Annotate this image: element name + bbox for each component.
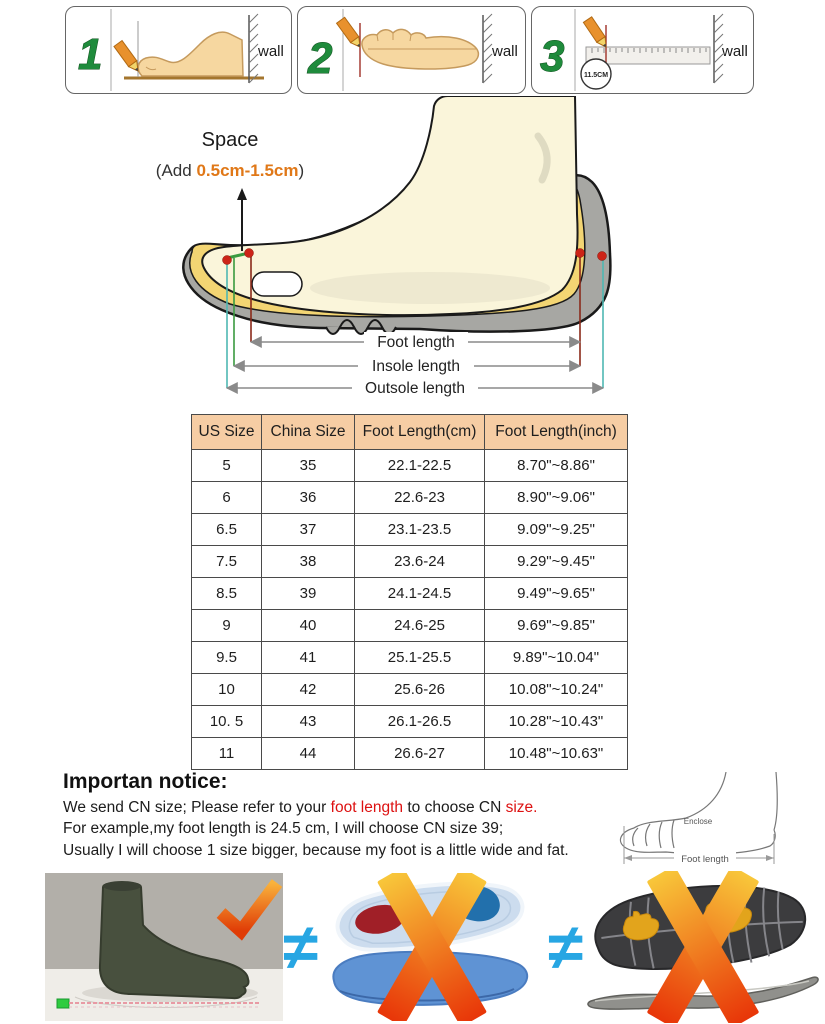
shoe-cross-section — [130, 96, 660, 410]
step2-illustration — [298, 7, 525, 93]
table-row: 7.5 38 23.6-24 9.29"~9.45" — [192, 546, 628, 578]
step-panel-1 — [65, 6, 292, 94]
space-note: (Add 0.5cm-1.5cm) — [155, 161, 305, 180]
wall-label: wall — [492, 43, 518, 60]
foot-model-photo — [45, 873, 283, 1021]
table-row: 9 40 24.6-25 9.69"~9.85" — [192, 610, 628, 642]
foot-length-sketch — [608, 772, 823, 870]
step1-illustration — [66, 7, 291, 93]
outsole-length-label: Outsole length — [365, 380, 465, 397]
insole-length-label: Insole length — [372, 358, 460, 375]
col-header-foot-length-inch: Foot Length(inch) — [485, 415, 628, 450]
step-number: 3 — [540, 32, 565, 81]
table-row: 9.5 41 25.1-25.5 9.89"~10.04" — [192, 642, 628, 674]
measuring-steps — [65, 6, 754, 94]
table-row: 6 36 22.6-23 8.90"~9.06" — [192, 482, 628, 514]
shoe-diagram-svg — [130, 96, 660, 405]
wall-label: wall — [258, 43, 284, 60]
foot-length-label: Foot length — [377, 334, 455, 351]
measure-dot — [598, 252, 607, 261]
sketch-foot-length-label: Foot length — [681, 854, 729, 865]
wall-label: wall — [722, 43, 748, 60]
measure-dot — [223, 256, 232, 265]
insoles-photo — [316, 873, 548, 1021]
big-toe — [252, 272, 302, 296]
table-row: 10 42 25.6-26 10.08"~10.24" — [192, 674, 628, 706]
foot-shadow — [310, 272, 550, 304]
step3-illustration — [532, 7, 753, 93]
step-panel-2 — [297, 6, 526, 94]
measure-value: 11.5CM — [583, 72, 609, 79]
col-header-us-size: US Size — [192, 415, 262, 450]
not-equal-icon: ≠ — [283, 911, 319, 983]
comparison-row — [45, 872, 825, 1022]
table-row: 8.5 39 24.1-24.5 9.49"~9.65" — [192, 578, 628, 610]
step-number: 1 — [78, 30, 103, 79]
table-row: 6.5 37 23.1-23.5 9.09"~9.25" — [192, 514, 628, 546]
notice-line-3: Usually I will choose 1 size bigger, because my foot is a little wide and fat. — [63, 841, 569, 859]
outsole-photo — [581, 871, 823, 1023]
not-equal-icon: ≠ — [548, 911, 584, 983]
step-number: 2 — [308, 34, 333, 83]
outsole-side-view — [588, 977, 818, 1009]
size-table-section — [191, 414, 628, 770]
measure-dot — [245, 249, 254, 258]
col-header-china-size: China Size — [262, 415, 355, 450]
notice-title: Importan notice: — [63, 770, 228, 793]
notice-line-1: We send CN size; Please refer to your foot length to choose CN size. — [63, 799, 538, 816]
size-chart-table — [191, 414, 628, 770]
sketch-enclose-label: Enclose — [683, 817, 713, 826]
wall-hatch — [483, 14, 492, 83]
table-row: 11 44 26.6-27 10.48"~10.63" — [192, 738, 628, 770]
space-arrow — [237, 188, 247, 200]
step-panel-3 — [531, 6, 754, 94]
measure-dot — [576, 249, 585, 258]
table-row: 10. 5 43 26.1-26.5 10.28"~10.43" — [192, 706, 628, 738]
col-header-foot-length-cm: Foot Length(cm) — [355, 415, 485, 450]
space-label: Space — [201, 129, 259, 151]
table-row: 5 35 22.1-22.5 8.70"~8.86" — [192, 450, 628, 482]
wall-hatch — [249, 14, 258, 83]
notice-line-2: For example,my foot length is 24.5 cm, I will choose CN size 39; — [63, 820, 504, 838]
important-notice — [63, 770, 825, 865]
table-header-row — [192, 415, 628, 450]
